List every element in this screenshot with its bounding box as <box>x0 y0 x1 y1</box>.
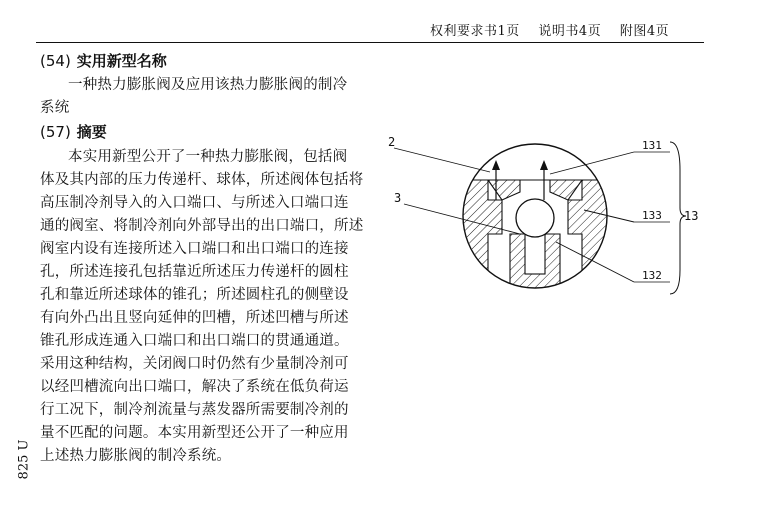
abstract-line: 体及其内部的压力传递杆、球体，所述阀体包括将 <box>40 172 364 188</box>
title-line: 系统 <box>40 100 70 116</box>
abstract-line: 量不匹配的问题。本实用新型还公开了一种应用 <box>40 425 349 441</box>
abstract-line: 本实用新型公开了一种热力膨胀阀，包括阀 <box>68 149 348 165</box>
header-rule <box>36 42 704 43</box>
stem-slot <box>525 234 545 274</box>
label-2: 2 <box>388 135 396 149</box>
abstract-heading: (57) 摘要 <box>40 123 107 141</box>
right-valve-body <box>568 180 620 280</box>
valve-cross-section-figure <box>370 130 700 305</box>
abstract-line: 锥孔形成连通入口端口和出口端口的贯通通道。 <box>40 333 349 349</box>
abstract-line: 孔和靠近所述球体的锥孔；所述圆柱孔的侧壁设 <box>40 287 349 303</box>
drawings-pages: 附图4页 <box>619 24 670 39</box>
abstract-line: 上述热力膨胀阀的制冷系统。 <box>40 448 232 464</box>
claims-pages: 权利要求书1页 <box>430 24 520 39</box>
title-line: 一种热力膨胀阀及应用该热力膨胀阀的制冷 <box>68 77 348 93</box>
label-131: 131 <box>642 139 662 152</box>
label-133: 133 <box>642 209 662 222</box>
abstract-line: 阀室内设有连接所述入口端口和出口端口的连接 <box>40 241 349 257</box>
abstract-line: 行工况下，制冷剂流量与蒸发器所需要制冷剂的 <box>40 402 349 418</box>
title-heading: (54) 实用新型名称 <box>40 52 167 70</box>
flow-arrow-right <box>540 160 548 170</box>
left-valve-body <box>450 180 502 280</box>
label-132: 132 <box>642 269 662 282</box>
side-code: 825 U <box>16 439 32 480</box>
abstract-line: 以经凹槽流向出口端口，解决了系统在低负荷运 <box>40 379 349 395</box>
cone-seat-left <box>488 180 520 200</box>
abstract-line: 孔，所述连接孔包括靠近所述压力传递杆的圆柱 <box>40 264 349 280</box>
label-13: 13 <box>684 209 699 223</box>
abstract-line: 高压制冷剂导入的入口端口、与所述入口端口连 <box>40 195 349 211</box>
description-pages: 说明书4页 <box>538 24 602 39</box>
cone-seat-right <box>550 180 582 200</box>
abstract-line: 通的阀室、将制冷剂向外部导出的出口端口，所述 <box>40 218 364 234</box>
ball <box>516 199 554 237</box>
flow-arrow-left <box>492 160 500 170</box>
label-3: 3 <box>394 191 402 205</box>
abstract-line: 采用这种结构，关闭阀口时仍然有少量制冷剂可 <box>40 356 349 372</box>
page-header <box>430 20 683 39</box>
abstract-line: 有向外凸出且竖向延伸的凹槽，所述凹槽与所述 <box>40 310 349 326</box>
